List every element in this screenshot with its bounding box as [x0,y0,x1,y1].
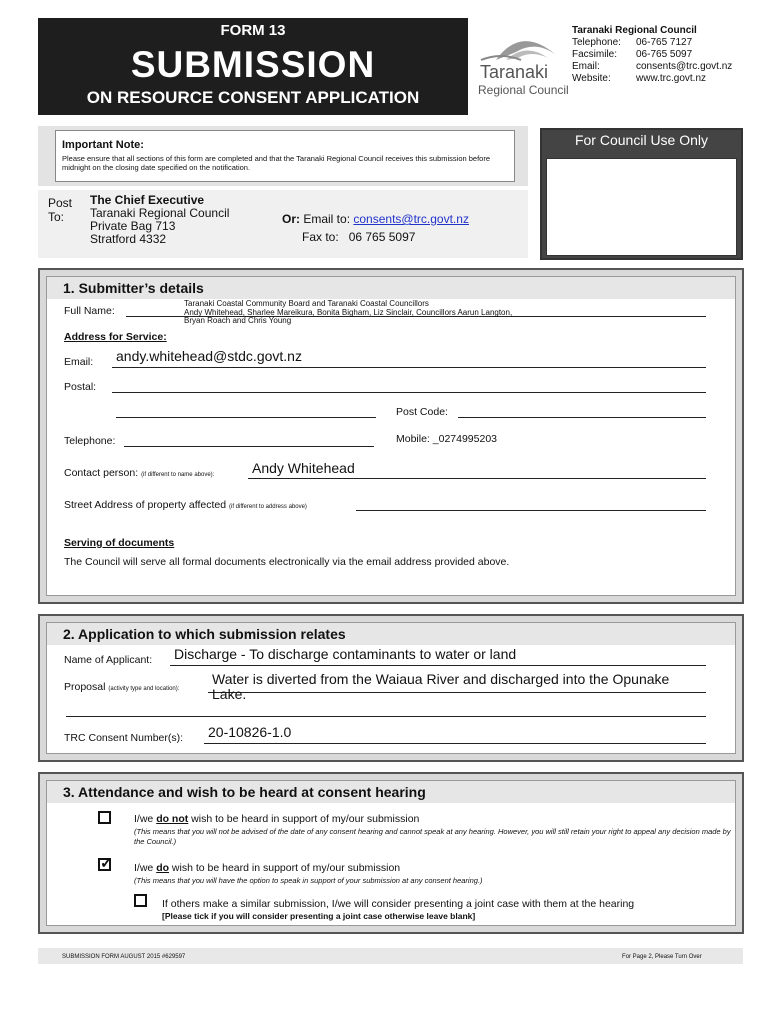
section3-title: 3. Attendance and wish to be heard at consent hearing [47,781,735,803]
fax-to: Fax to: 06 765 5097 [302,230,416,244]
address-heading: Address for Service: [64,331,167,343]
email-to: Or: Email to: consents@trc.govt.nz [282,212,469,226]
street-label: Street Address of property affected (if different to address above) [64,499,307,511]
not-heard-note: (This means that you will not be advised of the date of any consent hearing and cannot speak at any hearing. However, you will still retain your right to appeal any decision made by the Council.) [134,827,731,846]
post-to-label: Post To: [48,196,73,224]
check-icon: ✓ [100,855,113,872]
joint-case-checkbox[interactable] [134,894,147,907]
section-submitter [38,268,744,604]
form-number: FORM 13 [220,22,286,39]
full-name-label: Full Name: [64,305,115,317]
contact-field[interactable] [248,478,706,479]
section1-title: 1. Submitter’s details [47,277,735,299]
email-value: andy.whitehead@stdc.govt.nz [116,348,302,364]
council-contact-block [572,25,732,85]
logo-text-regional-council: Regional Council [478,83,569,97]
postal-field-1[interactable] [112,392,706,393]
heard-note: (This means that you will have the option to speak in support of your submission at any consent hearing.) [134,876,483,885]
consent-number-label: TRC Consent Number(s): [64,732,184,744]
post-address: The Chief Executive Taranaki Regional Council Private Bag 713 Stratford 4332 [90,193,230,246]
logo-text-taranaki: Taranaki [480,62,549,82]
serving-text: The Council will serve all formal documents electronically via the email address provided above. [64,556,510,568]
form-subtitle: ON RESOURCE CONSENT APPLICATION [86,88,420,107]
section-hearing [38,772,744,934]
proposal-value: Water is diverted from the Waiaua River and discharged into the Opunake Lake. [212,671,670,702]
email-field[interactable] [112,367,706,368]
proposal-label: Proposal (activity type and location): [64,681,180,693]
heard-checkbox[interactable] [98,855,113,872]
form-header [38,18,468,115]
joint-case-note: [Please tick if you will consider presenting a joint case otherwise leave blank] [162,911,476,921]
full-name-value: Taranaki Coastal Community Board and Taranaki Coastal Councillors Andy Whitehead, Sharlee Mareikura, Bonita Bigham, Liz Sinclair, Councillors Aarun Langton, Bryan Roach and Chris Young [184,299,513,325]
council-use-field [546,158,737,256]
serving-heading: Serving of documents [64,537,175,549]
applicant-label: Name of Applicant: [64,654,153,666]
mobile-value: 0274995203 [438,433,498,445]
applicant-value: Discharge - To discharge contaminants to water or land [174,646,517,662]
proposal-field-2[interactable] [66,716,706,717]
important-note [55,130,515,182]
council-use-box [540,128,743,260]
email-link[interactable]: consents@trc.govt.nz [353,212,469,226]
contact-value: Andy Whitehead [252,460,355,476]
not-heard-label: I/we do not wish to be heard in support of my/our submission [134,813,420,825]
note-text: Please ensure that all sections of this form are completed and that the Taranaki Regional Council receives this submission before midnight on the closing date specified on the notification. [62,154,491,172]
telephone-field[interactable] [124,446,374,447]
consent-number-value: 20-10826-1.0 [208,724,292,740]
joint-case-label: If others make a similar submission, I/we will consider presenting a joint case with them at the hearing [162,898,635,910]
postal-label: Postal: [64,381,97,393]
postcode-field[interactable] [458,417,706,418]
council-telephone: Telephone: 06-765 7127 [572,37,693,48]
street-field[interactable] [356,510,706,511]
telephone-label: Telephone: [64,435,116,447]
council-name: Taranaki Regional Council [572,25,697,36]
mobile: Mobile: _0274995203 [396,433,498,445]
email-label: Email: [64,356,94,368]
footer-turn-over: For Page 2, Please Turn Over [622,954,702,960]
section2-title: 2. Application to which submission relates [47,623,735,645]
note-title: Important Note: [62,139,144,151]
footer-form-id: SUBMISSION FORM AUGUST 2015 #629597 [62,954,186,960]
council-website: Website: www.trc.govt.nz [572,73,707,84]
section-application [38,614,744,762]
contact-label: Contact person: (if different to name above): [64,467,215,479]
postal-field-2[interactable] [116,417,376,418]
not-heard-checkbox[interactable] [98,811,111,824]
council-use-title: For Council Use Only [574,132,709,148]
council-email: Email: consents@trc.govt.nz [572,61,733,72]
postcode-label: Post Code: [396,406,448,418]
council-facsimile: Facsimile: 06-765 5097 [572,49,693,60]
applicant-field[interactable] [170,665,706,666]
consent-number-field[interactable] [204,743,706,744]
form-title: SUBMISSION [130,44,376,85]
heard-label: I/we do wish to be heard in support of my/our submission [134,862,401,874]
